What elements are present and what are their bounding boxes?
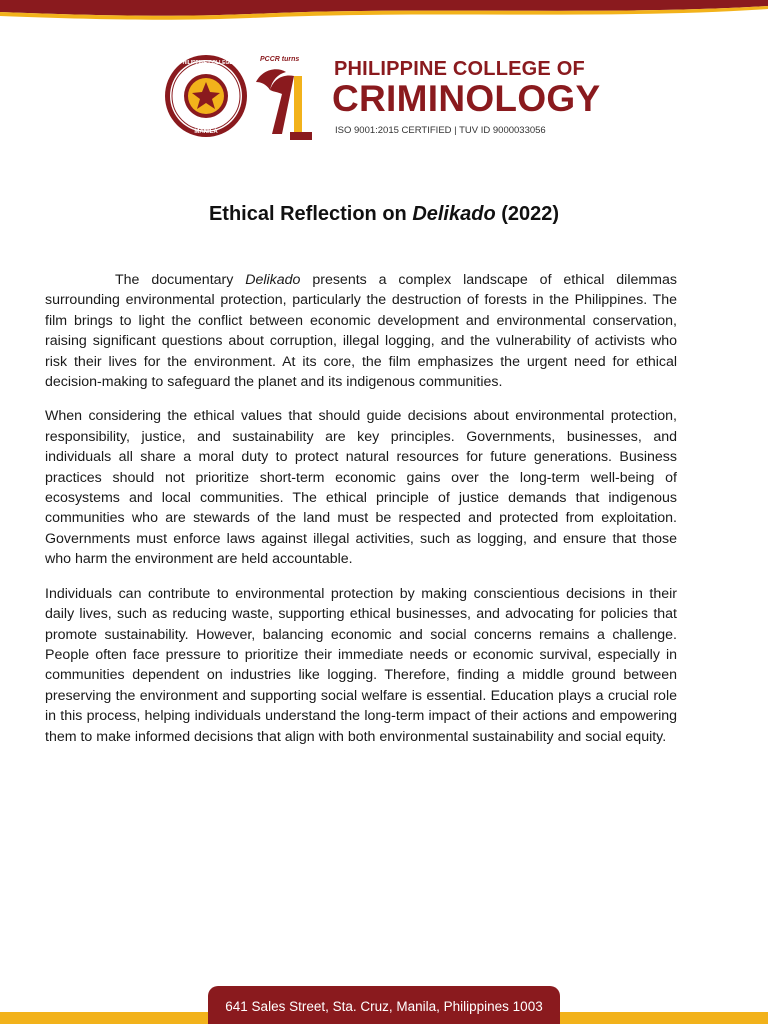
title-emphasis: Delikado [412,203,496,225]
college-name-line1: PHILIPPINE COLLEGE OF [334,58,585,80]
mark-caption: PCCR turns [260,56,300,63]
paragraph-1-rest: presents a complex landscape of ethical dilemmas surrounding environmental protection, particularly the destruction of forests in the Philippines. The film brings to light the conflict between economic development and environmental conservation, raising significant questions about corruption, illegal logging, and the vulnerability of activists who risk their lives for the environment. At its core, the film emphasizes the urgent need for ethical decision-making to safeguard the planet and its indigenous communities. [45,272,677,391]
title-prefix: Ethical Reflection on [208,203,413,225]
title-suffix: (2022) [495,203,560,225]
paragraph-1 [45,270,677,392]
paragraph-3: Individuals can contribute to environmental protection by making conscientious decisions in their daily lives, such as reducing waste, supporting ethical businesses, and advocating for policies that promote sustainability. However, balancing economic and social concerns remains a challenge. People often face pressure to prioritize their immediate needs or economic survival, especially in communities dependent on industries like logging. Therefore, finding a middle ground between preserving the environment and supporting social welfare is essential. Education plays a crucial role in this process, helping individuals understand the long-term impact of their actions and empowering them to make informed decisions that align with both environmental sustainability and social equity. [45,585,677,745]
svg-text:PHILIPPINE COLLEGE: PHILIPPINE COLLEGE [179,60,233,66]
paragraph-1-prefix: The documentary [115,272,246,288]
footer-address: 641 Sales Street, Sta. Cruz, Manila, Philippines 1003 [208,986,560,1024]
letterhead [160,48,620,148]
college-name-line2: CRIMINOLOGY [332,78,601,119]
paragraph-2: When considering the ethical values that should guide decisions about environmental protection, responsibility, justice, and sustainability are key principles. Governments, businesses, and individuals all share a moral duty to protect natural resources for future generations. Business practices should not prioritize short-term economic gains over the long-term well-being of ecosystems and local communities. The ethical principle of justice demands that indigenous communities who are stewards of the land must be respected and protected from exploitation. Governments must enforce laws against illegal activities, such as logging, and ensure that those who harm the environment are held accountable. [45,408,677,568]
college-seal-logo [164,54,248,138]
document-body [45,270,677,761]
anniversary-71-mark [252,52,312,144]
top-decorative-band [0,0,768,22]
paragraph-1-emphasis: Delikado [245,272,301,288]
document-title [0,203,768,226]
svg-text:MANILA: MANILA [194,129,218,135]
certification-line: ISO 9001:2015 CERTIFIED | TUV ID 9000033056 [335,125,546,136]
